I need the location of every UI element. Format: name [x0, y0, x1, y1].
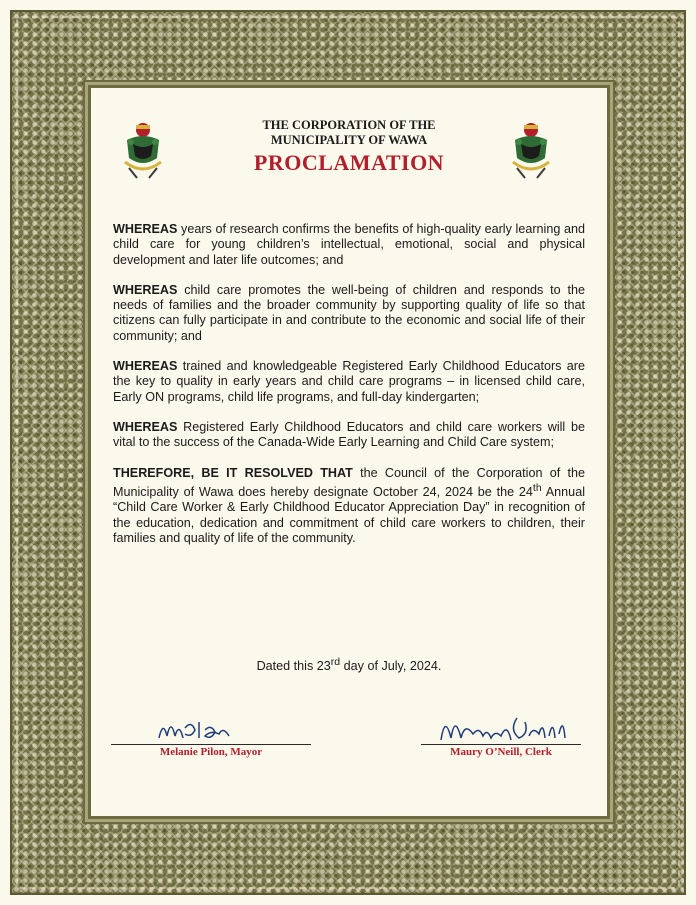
- ordinal-suffix: rd: [330, 656, 341, 668]
- clerk-signature: [421, 708, 581, 744]
- whereas-paragraph-3: [113, 359, 585, 405]
- mayor-signature-block: [111, 708, 311, 758]
- whereas-lead: WHEREAS: [113, 282, 178, 297]
- whereas-paragraph-2: [113, 283, 585, 344]
- whereas-paragraph-1: [113, 222, 585, 268]
- whereas-lead: WHEREAS: [113, 222, 178, 236]
- whereas-paragraph-4: [113, 420, 585, 451]
- dated-text-cont: day of July, 2024.: [340, 659, 442, 674]
- clerk-signature-block: [421, 708, 581, 758]
- corporation-name-line1: THE CORPORATION OF THE: [262, 118, 436, 132]
- whereas-text: trained and knowledgeable Registered Early Childhood Educators are the key to quality in early years and child care programs – in licensed child care, Early ON programs, child life programs, and full-day kindergarten;: [113, 359, 585, 404]
- resolution-lead: THEREFORE, BE IT RESOLVED THAT: [113, 465, 353, 480]
- resolution-text: the Council of the Corporation of the Municipality of Wawa does hereby designate October 24, 2024 be the 24: [113, 465, 585, 500]
- dated-line: [91, 656, 607, 673]
- certificate-panel: [88, 85, 610, 819]
- signature-line: [421, 744, 581, 745]
- whereas-lead: WHEREAS: [113, 359, 178, 374]
- whereas-text: child care promotes the well-being of children and responds to the needs of families and the broader community by supporting quality of life so that citizens can fully participate in and contribute to the economic and social life of their community; and: [113, 282, 585, 343]
- dated-text: Dated this 23: [256, 659, 331, 674]
- mayor-name: Melanie Pilon, Mayor: [159, 746, 263, 758]
- whereas-text: Registered Early Childhood Educators and child care workers will be vital to the success of the Canada-Wide Early Learning and Child Care system;: [113, 419, 585, 450]
- document-heading: [91, 118, 607, 176]
- signature-line: [111, 744, 311, 745]
- corporation-name-line2: MUNICIPALITY OF WAWA: [270, 133, 428, 147]
- proclamation-body: [113, 222, 585, 561]
- whereas-lead: WHEREAS: [113, 419, 178, 434]
- proclamation-title: PROCLAMATION: [253, 150, 445, 175]
- clerk-name: Maury O’Neill, Clerk: [450, 746, 552, 758]
- resolution-text-cont: Annual “Child Care Worker & Early Childhood Educator Appreciation Day” in recognition of the education, dedication and commitment of child care workers to children, their families and quality of life of the community.: [113, 485, 585, 545]
- resolution-paragraph: [113, 466, 585, 547]
- mayor-signature: [111, 708, 311, 744]
- whereas-text: years of research confirms the benefits of high-quality early learning and child care for young children’s intellectual, emotional, social and physical development and later life outcomes; and: [113, 222, 585, 267]
- ordinal-suffix: th: [532, 481, 542, 494]
